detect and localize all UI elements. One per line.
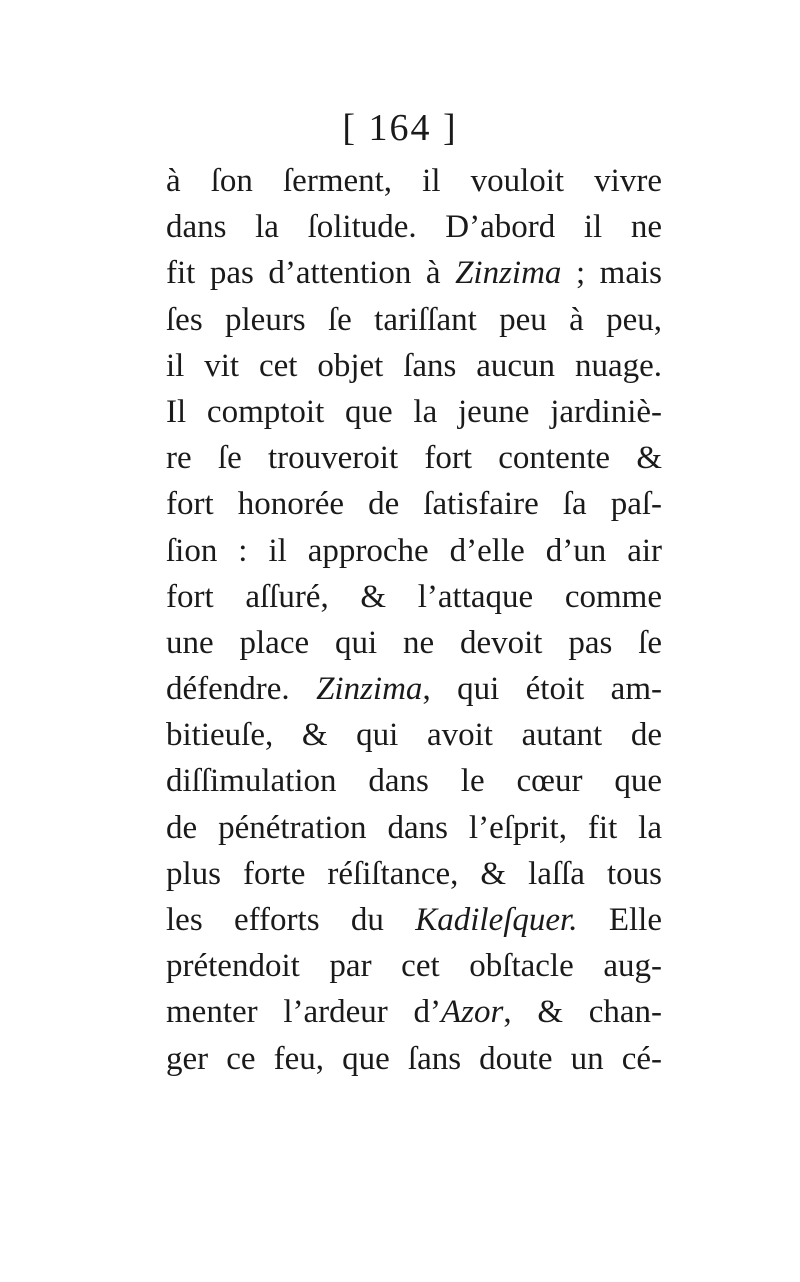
- text-line: [166, 481, 662, 527]
- text-line: [166, 204, 662, 250]
- text-line: [166, 897, 662, 943]
- text-line: [166, 620, 662, 666]
- text-run: , & chan-: [503, 994, 662, 1031]
- text-run: re ſe trouveroit fort contente &: [166, 440, 662, 477]
- text-run: ſes pleurs ſe tariſſant peu à peu,: [166, 301, 662, 338]
- text-line: [166, 528, 662, 574]
- text-line: [166, 805, 662, 851]
- text-run: fort honorée de ſatisfaire ſa paſ-: [166, 486, 662, 523]
- text-run: une place qui ne devoit pas ſe: [166, 624, 662, 661]
- text-run: ger ce feu, que ſans doute un cé-: [166, 1040, 662, 1077]
- text-run: fit pas d’attention à: [166, 255, 456, 292]
- text-run: les efforts du: [166, 902, 416, 938]
- text-run: à ſon ſerment, il vouloit vivre: [166, 163, 662, 199]
- text-line: [166, 712, 662, 758]
- text-run: fort aſſuré, & l’attaque comme: [166, 578, 662, 615]
- text-run: plus forte réſiſtance, & laſſa tous: [166, 855, 662, 892]
- text-line: [166, 574, 662, 620]
- text-line: [166, 1036, 662, 1082]
- text-run: menter l’ardeur d’: [166, 994, 441, 1031]
- text-line: [166, 851, 662, 897]
- text-run: de pénétration dans l’eſprit, fit la: [166, 809, 662, 846]
- text-line: [166, 435, 662, 481]
- text-line: [166, 989, 662, 1035]
- text-run: Il comptoit que la jeune jardiniè-: [166, 393, 662, 430]
- text-run: ; mais: [561, 255, 662, 292]
- text-line: [166, 666, 662, 712]
- text-run: Elle: [577, 902, 662, 938]
- text-run: défendre.: [166, 671, 317, 708]
- text-line: [166, 250, 662, 296]
- text-line: [166, 943, 662, 989]
- text-run: ſion : il approche d’elle d’un air: [166, 532, 662, 569]
- italic-name: Zinzima: [455, 255, 562, 292]
- page-number: [ 164 ]: [342, 107, 458, 149]
- text-line: [166, 158, 662, 204]
- text-run: prétendoit par cet obſtacle aug-: [166, 948, 662, 985]
- body-text: [166, 158, 662, 1082]
- text-line: [166, 389, 662, 435]
- text-run: dans la ſolitude. D’abord il ne: [166, 209, 662, 246]
- text-run: , qui étoit am-: [422, 671, 662, 708]
- italic-name: Kadileſquer.: [415, 902, 578, 938]
- italic-name: Azor: [441, 994, 504, 1031]
- italic-name: Zinzima: [316, 671, 423, 708]
- text-line: [166, 343, 662, 389]
- text-run: bitieuſe, & qui avoit autant de: [166, 717, 662, 754]
- text-run: diſſimulation dans le cœur que: [166, 763, 662, 800]
- text-run: il vit cet objet ſans aucun nuage.: [166, 347, 662, 384]
- text-line: [166, 758, 662, 804]
- text-line: [166, 297, 662, 343]
